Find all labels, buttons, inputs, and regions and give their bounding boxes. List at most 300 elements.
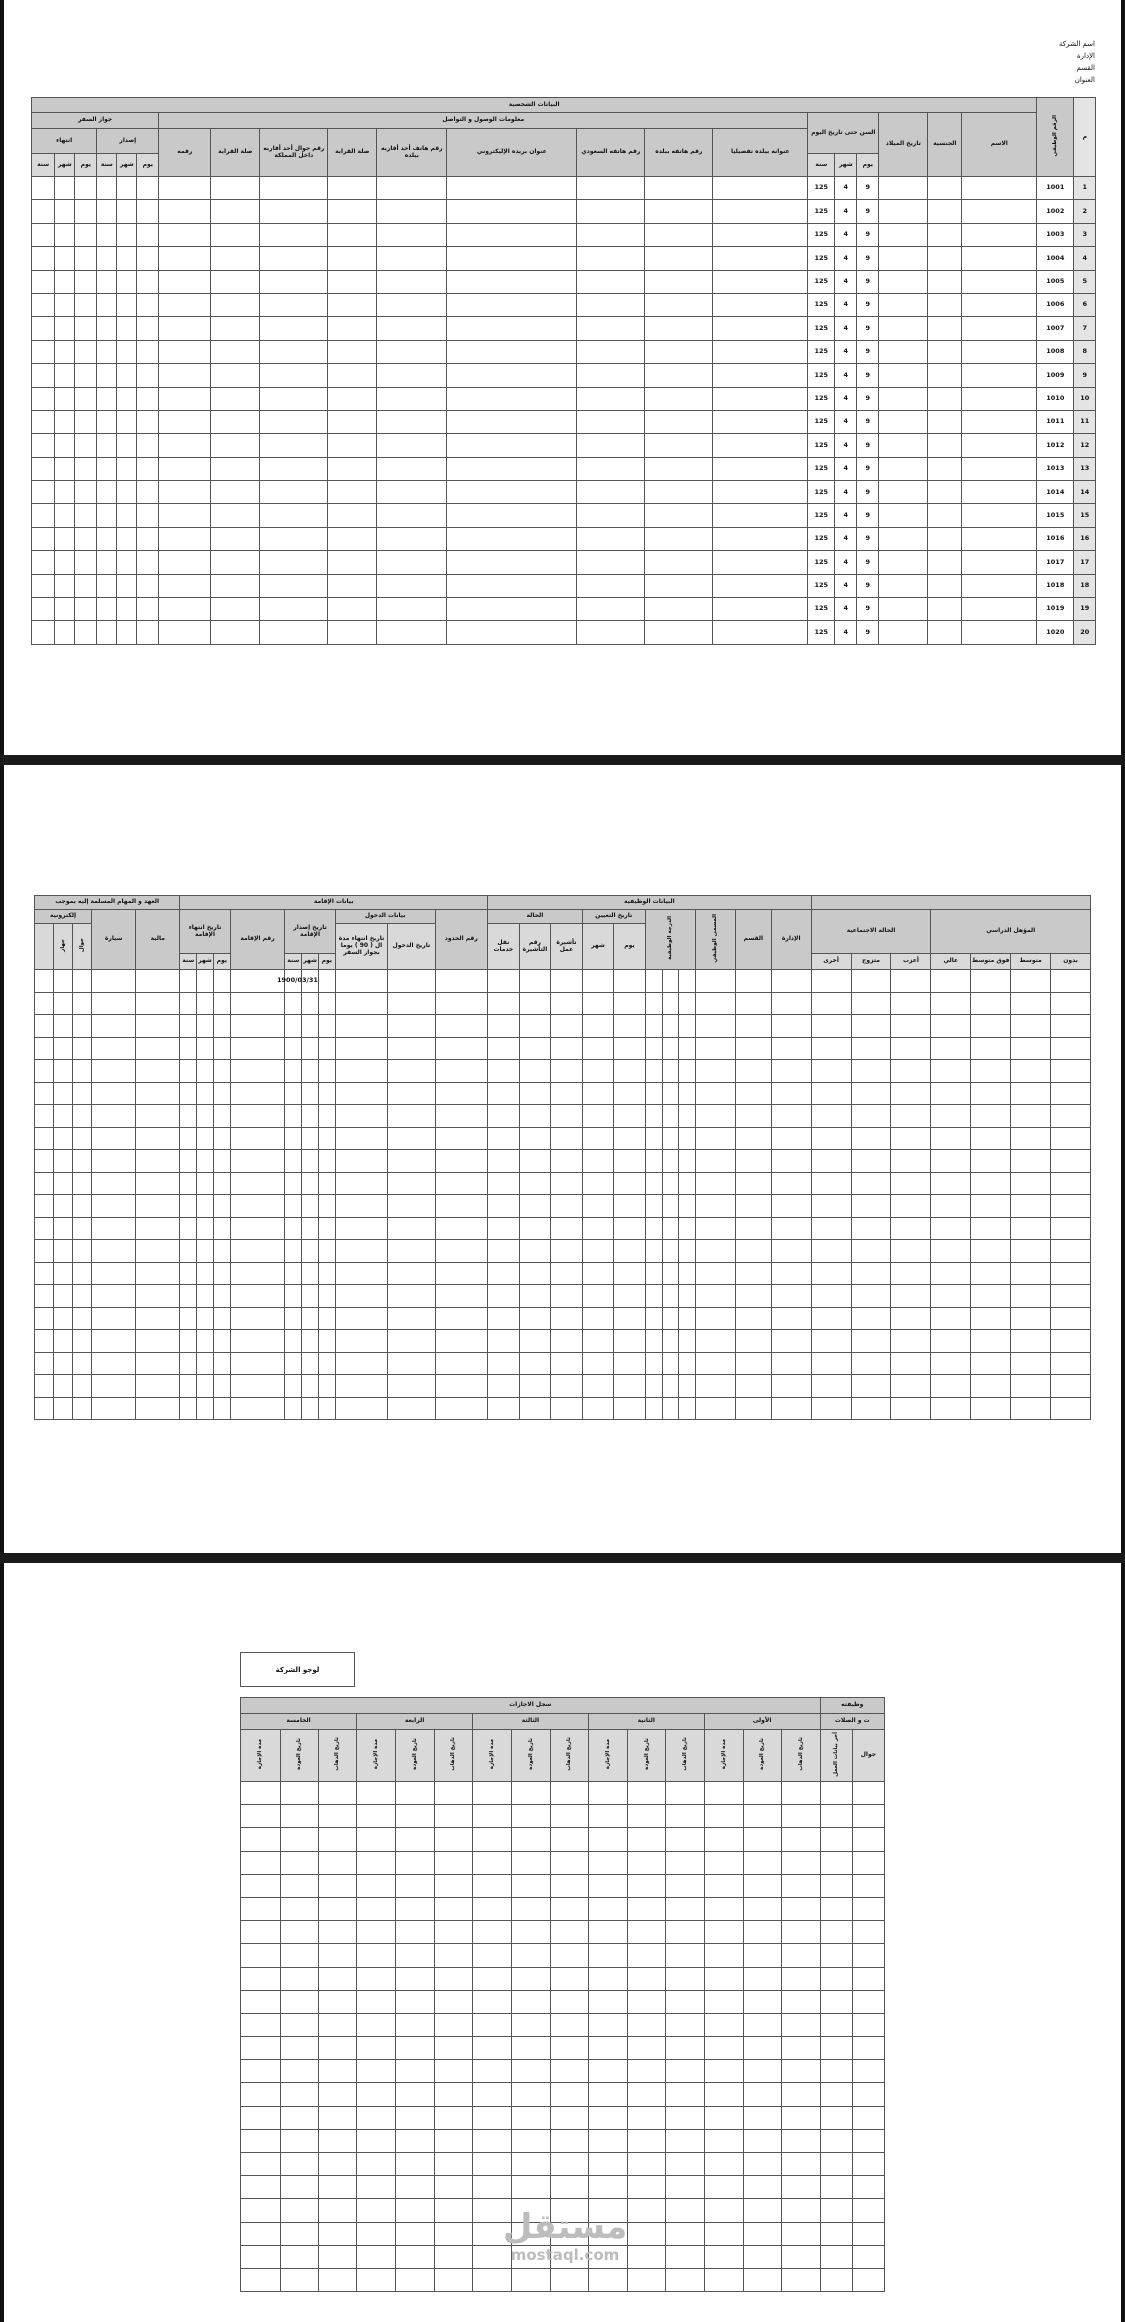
row-cell[interactable] <box>55 200 75 223</box>
row-cell[interactable] <box>851 1127 891 1150</box>
row-cell[interactable] <box>213 970 230 993</box>
row-cell[interactable] <box>280 2106 318 2129</box>
row-cell[interactable] <box>75 177 97 200</box>
row-cell[interactable] <box>743 1921 781 1944</box>
row-cell[interactable] <box>35 1285 54 1308</box>
row-cell[interactable] <box>666 1828 704 1851</box>
row-name[interactable] <box>962 340 1037 363</box>
row-cell[interactable] <box>704 1897 743 1920</box>
row-cell[interactable] <box>260 434 328 457</box>
row-cell[interactable] <box>512 1897 550 1920</box>
row-cell[interactable] <box>551 1172 583 1195</box>
row-cell[interactable] <box>852 2083 884 2106</box>
row-cell[interactable] <box>97 177 117 200</box>
row-cell[interactable] <box>1011 1330 1051 1353</box>
row-cell[interactable] <box>852 1944 884 1967</box>
row-cell[interactable] <box>614 1082 646 1105</box>
row-cell[interactable] <box>614 1172 646 1195</box>
row-cell[interactable] <box>488 1150 520 1173</box>
row-cell[interactable] <box>820 2268 852 2291</box>
row-cell[interactable] <box>136 1352 180 1375</box>
row-cell[interactable] <box>377 527 447 550</box>
row-cell[interactable] <box>519 1150 551 1173</box>
row-cell[interactable] <box>75 410 97 433</box>
row-cell[interactable] <box>434 2245 472 2268</box>
row-cell[interactable] <box>75 457 97 480</box>
row-cell[interactable] <box>614 1037 646 1060</box>
row-cell[interactable] <box>434 1851 472 1874</box>
row-cell[interactable] <box>577 177 645 200</box>
row-cell[interactable] <box>137 293 159 316</box>
row-cell[interactable] <box>137 551 159 574</box>
row-cell[interactable] <box>357 2153 396 2176</box>
row-cell[interactable] <box>73 1172 92 1195</box>
row-cell[interactable] <box>614 970 646 993</box>
row-cell[interactable] <box>488 1240 520 1263</box>
row-cell[interactable] <box>662 1262 679 1285</box>
row-cell[interactable] <box>614 1352 646 1375</box>
row-cell[interactable] <box>614 1240 646 1263</box>
row-cell[interactable] <box>662 992 679 1015</box>
row-cell[interactable] <box>550 1897 588 1920</box>
row-cell[interactable] <box>73 992 92 1015</box>
row-birthdate[interactable] <box>879 317 928 340</box>
row-cell[interactable] <box>891 1105 931 1128</box>
row-cell[interactable] <box>679 1285 696 1308</box>
row-cell[interactable] <box>666 2083 704 2106</box>
row-cell[interactable] <box>782 2268 820 2291</box>
row-cell[interactable] <box>55 551 75 574</box>
row-cell[interactable] <box>197 1217 214 1240</box>
row-cell[interactable] <box>628 2176 666 2199</box>
row-cell[interactable] <box>1051 1262 1091 1285</box>
row-cell[interactable] <box>551 992 583 1015</box>
row-birthdate[interactable] <box>879 247 928 270</box>
row-cell[interactable] <box>211 410 260 433</box>
row-cell[interactable] <box>75 247 97 270</box>
row-cell[interactable] <box>577 387 645 410</box>
row-cell[interactable] <box>771 1172 811 1195</box>
row-cell[interactable] <box>628 2129 666 2152</box>
row-cell[interactable] <box>180 1150 197 1173</box>
row-cell[interactable] <box>230 1060 285 1083</box>
row-cell[interactable] <box>280 2129 318 2152</box>
row-cell[interactable] <box>662 1172 679 1195</box>
row-cell[interactable] <box>285 1352 302 1375</box>
row-cell[interactable] <box>280 2245 318 2268</box>
row-cell[interactable] <box>434 2083 472 2106</box>
row-cell[interactable] <box>117 551 137 574</box>
row-cell[interactable] <box>92 1240 136 1263</box>
row-cell[interactable] <box>285 1330 302 1353</box>
row-cell[interactable] <box>241 2060 281 2083</box>
row-cell[interactable] <box>696 1262 736 1285</box>
row-cell[interactable] <box>32 177 55 200</box>
row-cell[interactable] <box>931 1015 971 1038</box>
row-cell[interactable] <box>614 1330 646 1353</box>
row-cell[interactable] <box>335 970 388 993</box>
row-cell[interactable] <box>318 1060 335 1083</box>
row-nationality[interactable] <box>928 410 962 433</box>
row-cell[interactable] <box>550 1805 588 1828</box>
row-nationality[interactable] <box>928 551 962 574</box>
row-cell[interactable] <box>488 1217 520 1240</box>
row-cell[interactable] <box>97 434 117 457</box>
row-cell[interactable] <box>396 2013 434 2036</box>
row-cell[interactable] <box>662 1217 679 1240</box>
row-cell[interactable] <box>54 1262 73 1285</box>
row-cell[interactable] <box>704 1990 743 2013</box>
row-cell[interactable] <box>736 1105 772 1128</box>
row-cell[interactable] <box>357 1782 396 1805</box>
row-cell[interactable] <box>137 223 159 246</box>
row-cell[interactable] <box>328 317 377 340</box>
row-cell[interactable] <box>159 177 211 200</box>
row-cell[interactable] <box>713 527 808 550</box>
row-cell[interactable] <box>577 200 645 223</box>
row-cell[interactable] <box>551 1127 583 1150</box>
row-cell[interactable] <box>92 1082 136 1105</box>
row-cell[interactable] <box>241 2268 281 2291</box>
row-cell[interactable] <box>396 1967 434 1990</box>
row-cell[interactable] <box>328 223 377 246</box>
row-cell[interactable] <box>137 621 159 644</box>
row-cell[interactable] <box>117 364 137 387</box>
row-cell[interactable] <box>92 1262 136 1285</box>
row-nationality[interactable] <box>928 481 962 504</box>
row-cell[interactable] <box>213 1397 230 1420</box>
row-cell[interactable] <box>54 1195 73 1218</box>
row-cell[interactable] <box>335 1082 388 1105</box>
row-cell[interactable] <box>931 1172 971 1195</box>
row-cell[interactable] <box>55 177 75 200</box>
row-cell[interactable] <box>435 1060 488 1083</box>
row-cell[interactable] <box>447 504 577 527</box>
row-cell[interactable] <box>679 1262 696 1285</box>
row-cell[interactable] <box>645 317 713 340</box>
row-cell[interactable] <box>519 1105 551 1128</box>
row-cell[interactable] <box>73 1262 92 1285</box>
row-cell[interactable] <box>75 200 97 223</box>
row-cell[interactable] <box>811 1060 851 1083</box>
row-cell[interactable] <box>447 551 577 574</box>
row-cell[interactable] <box>736 1217 772 1240</box>
row-cell[interactable] <box>512 1990 550 2013</box>
row-cell[interactable] <box>551 970 583 993</box>
row-cell[interactable] <box>211 434 260 457</box>
row-cell[interactable] <box>302 1397 319 1420</box>
row-cell[interactable] <box>782 1921 820 1944</box>
row-cell[interactable] <box>811 1127 851 1150</box>
row-cell[interactable] <box>851 1195 891 1218</box>
row-cell[interactable] <box>582 1307 614 1330</box>
row-cell[interactable] <box>852 2129 884 2152</box>
row-cell[interactable] <box>891 1015 931 1038</box>
row-cell[interactable] <box>136 1307 180 1330</box>
row-cell[interactable] <box>318 1805 356 1828</box>
row-cell[interactable] <box>280 2037 318 2060</box>
row-cell[interactable] <box>551 1330 583 1353</box>
row-cell[interactable] <box>771 1105 811 1128</box>
row-cell[interactable] <box>97 457 117 480</box>
row-cell[interactable] <box>736 1150 772 1173</box>
row-cell[interactable] <box>851 1060 891 1083</box>
row-cell[interactable] <box>260 481 328 504</box>
row-cell[interactable] <box>820 2129 852 2152</box>
row-cell[interactable] <box>582 1397 614 1420</box>
row-cell[interactable] <box>666 1805 704 1828</box>
row-cell[interactable] <box>260 317 328 340</box>
row-cell[interactable] <box>136 1330 180 1353</box>
row-cell[interactable] <box>318 1851 356 1874</box>
row-cell[interactable] <box>577 504 645 527</box>
row-cell[interactable] <box>645 200 713 223</box>
row-cell[interactable] <box>782 1990 820 2013</box>
row-cell[interactable] <box>260 527 328 550</box>
row-cell[interactable] <box>488 1330 520 1353</box>
row-cell[interactable] <box>55 293 75 316</box>
row-cell[interactable] <box>241 1874 281 1897</box>
row-cell[interactable] <box>335 1217 388 1240</box>
row-cell[interactable] <box>396 1921 434 1944</box>
row-cell[interactable] <box>696 1015 736 1038</box>
row-cell[interactable] <box>931 1262 971 1285</box>
row-cell[interactable] <box>577 481 645 504</box>
row-cell[interactable] <box>136 1240 180 1263</box>
row-cell[interactable] <box>285 1150 302 1173</box>
row-cell[interactable] <box>852 1967 884 1990</box>
row-cell[interactable] <box>302 992 319 1015</box>
row-cell[interactable] <box>357 2129 396 2152</box>
row-cell[interactable] <box>435 1105 488 1128</box>
row-cell[interactable] <box>435 1127 488 1150</box>
row-cell[interactable] <box>97 317 117 340</box>
row-cell[interactable] <box>54 1060 73 1083</box>
row-cell[interactable] <box>180 1105 197 1128</box>
row-cell[interactable] <box>117 247 137 270</box>
row-cell[interactable] <box>35 1060 54 1083</box>
row-cell[interactable] <box>662 1015 679 1038</box>
row-cell[interactable] <box>447 223 577 246</box>
row-cell[interactable] <box>577 247 645 270</box>
row-cell[interactable] <box>931 1397 971 1420</box>
row-cell[interactable] <box>782 2083 820 2106</box>
row-cell[interactable] <box>73 1375 92 1398</box>
row-cell[interactable] <box>32 200 55 223</box>
row-cell[interactable] <box>434 2268 472 2291</box>
row-cell[interactable] <box>971 1330 1011 1353</box>
row-cell[interactable] <box>582 1262 614 1285</box>
row-cell[interactable] <box>551 1397 583 1420</box>
row-cell[interactable] <box>736 1307 772 1330</box>
row-cell[interactable] <box>318 1307 335 1330</box>
row-cell[interactable] <box>736 1082 772 1105</box>
row-cell[interactable] <box>318 1330 335 1353</box>
row-cell[interactable] <box>811 1037 851 1060</box>
row-cell[interactable] <box>280 1828 318 1851</box>
row-cell[interactable] <box>811 1307 851 1330</box>
row-cell[interactable] <box>180 1172 197 1195</box>
row-cell[interactable] <box>891 1060 931 1083</box>
row-cell[interactable] <box>318 1037 335 1060</box>
row-cell[interactable] <box>666 1944 704 1967</box>
row-name[interactable] <box>962 200 1037 223</box>
row-cell[interactable] <box>73 1037 92 1060</box>
row-cell[interactable] <box>32 621 55 644</box>
row-cell[interactable] <box>328 574 377 597</box>
row-cell[interactable] <box>820 2245 852 2268</box>
row-cell[interactable] <box>851 1015 891 1038</box>
row-cell[interactable] <box>645 410 713 433</box>
row-cell[interactable] <box>55 574 75 597</box>
row-cell[interactable] <box>852 1851 884 1874</box>
row-cell[interactable] <box>230 1150 285 1173</box>
row-cell[interactable] <box>1051 1217 1091 1240</box>
row-nationality[interactable] <box>928 223 962 246</box>
row-cell[interactable] <box>679 1330 696 1353</box>
row-cell[interactable] <box>180 1307 197 1330</box>
row-cell[interactable] <box>396 2037 434 2060</box>
row-cell[interactable] <box>159 504 211 527</box>
row-cell[interactable] <box>180 1037 197 1060</box>
row-cell[interactable] <box>388 1262 435 1285</box>
row-cell[interactable] <box>851 1285 891 1308</box>
row-cell[interactable] <box>488 1262 520 1285</box>
row-cell[interactable] <box>396 2153 434 2176</box>
row-cell[interactable] <box>54 1037 73 1060</box>
row-cell[interactable] <box>971 1217 1011 1240</box>
row-cell[interactable] <box>852 2060 884 2083</box>
row-cell[interactable] <box>137 317 159 340</box>
row-cell[interactable] <box>645 1352 662 1375</box>
row-cell[interactable] <box>447 270 577 293</box>
row-cell[interactable] <box>97 410 117 433</box>
row-cell[interactable] <box>473 1874 512 1897</box>
row-cell[interactable] <box>117 293 137 316</box>
row-cell[interactable] <box>931 1330 971 1353</box>
row-cell[interactable] <box>662 1037 679 1060</box>
row-cell[interactable] <box>280 1944 318 1967</box>
row-cell[interactable] <box>318 1082 335 1105</box>
row-cell[interactable] <box>302 1015 319 1038</box>
row-cell[interactable] <box>811 1150 851 1173</box>
row-cell[interactable] <box>73 1082 92 1105</box>
row-cell[interactable] <box>285 1037 302 1060</box>
row-cell[interactable] <box>743 2129 781 2152</box>
row-birthdate[interactable] <box>879 200 928 223</box>
row-cell[interactable] <box>136 1060 180 1083</box>
row-cell[interactable] <box>614 1217 646 1240</box>
row-cell[interactable] <box>318 1828 356 1851</box>
row-cell[interactable] <box>891 1375 931 1398</box>
row-birthdate[interactable] <box>879 223 928 246</box>
row-cell[interactable] <box>931 992 971 1015</box>
row-cell[interactable] <box>696 970 736 993</box>
row-cell[interactable] <box>280 2060 318 2083</box>
row-cell[interactable] <box>577 293 645 316</box>
row-cell[interactable] <box>1051 1285 1091 1308</box>
row-cell[interactable] <box>473 2106 512 2129</box>
row-cell[interactable] <box>136 992 180 1015</box>
row-cell[interactable] <box>396 2222 434 2245</box>
row-cell[interactable] <box>582 1037 614 1060</box>
row-cell[interactable] <box>92 1037 136 1060</box>
row-cell[interactable] <box>771 1060 811 1083</box>
row-cell[interactable] <box>713 574 808 597</box>
row-cell[interactable] <box>335 1262 388 1285</box>
row-cell[interactable] <box>696 1150 736 1173</box>
row-cell[interactable] <box>335 1060 388 1083</box>
row-name[interactable] <box>962 177 1037 200</box>
row-cell[interactable] <box>666 2268 704 2291</box>
row-cell[interactable] <box>736 1262 772 1285</box>
row-cell[interactable] <box>488 1105 520 1128</box>
row-cell[interactable] <box>180 1397 197 1420</box>
row-cell[interactable] <box>628 1990 666 2013</box>
row-cell[interactable] <box>54 992 73 1015</box>
row-cell[interactable] <box>473 1782 512 1805</box>
row-cell[interactable] <box>891 1037 931 1060</box>
row-cell[interactable] <box>588 1921 627 1944</box>
row-cell[interactable] <box>92 1217 136 1240</box>
row-cell[interactable] <box>891 1397 931 1420</box>
row-cell[interactable] <box>75 293 97 316</box>
row-cell[interactable] <box>55 364 75 387</box>
row-cell[interactable] <box>679 1082 696 1105</box>
row-cell[interactable] <box>388 1015 435 1038</box>
row-cell[interactable] <box>1011 1172 1051 1195</box>
row-cell[interactable] <box>73 1352 92 1375</box>
row-cell[interactable] <box>211 621 260 644</box>
row-cell[interactable] <box>260 247 328 270</box>
row-nationality[interactable] <box>928 457 962 480</box>
row-cell[interactable] <box>230 1015 285 1038</box>
row-cell[interactable] <box>54 1240 73 1263</box>
row-cell[interactable] <box>704 2060 743 2083</box>
row-cell[interactable] <box>782 2153 820 2176</box>
row-cell[interactable] <box>35 1015 54 1038</box>
row-cell[interactable] <box>117 270 137 293</box>
row-cell[interactable] <box>280 2153 318 2176</box>
row-cell[interactable] <box>35 1195 54 1218</box>
row-cell[interactable] <box>512 1921 550 1944</box>
row-cell[interactable] <box>1051 992 1091 1015</box>
row-cell[interactable] <box>285 1307 302 1330</box>
row-cell[interactable] <box>811 1330 851 1353</box>
row-cell[interactable] <box>852 1897 884 1920</box>
row-birthdate[interactable] <box>879 434 928 457</box>
row-birthdate[interactable] <box>879 270 928 293</box>
row-cell[interactable] <box>614 1150 646 1173</box>
row-cell[interactable] <box>328 340 377 363</box>
row-cell[interactable] <box>713 598 808 621</box>
row-cell[interactable] <box>851 1397 891 1420</box>
row-cell[interactable] <box>628 2268 666 2291</box>
row-cell[interactable] <box>55 223 75 246</box>
row-cell[interactable] <box>519 1015 551 1038</box>
row-cell[interactable] <box>357 2199 396 2222</box>
row-cell[interactable] <box>666 1897 704 1920</box>
row-cell[interactable] <box>92 1285 136 1308</box>
row-cell[interactable] <box>551 1217 583 1240</box>
row-cell[interactable] <box>645 177 713 200</box>
row-cell[interactable] <box>666 2037 704 2060</box>
row-cell[interactable] <box>159 293 211 316</box>
row-cell[interactable] <box>335 1037 388 1060</box>
row-cell[interactable] <box>820 1990 852 2013</box>
row-cell[interactable] <box>891 1195 931 1218</box>
row-cell[interactable] <box>32 223 55 246</box>
